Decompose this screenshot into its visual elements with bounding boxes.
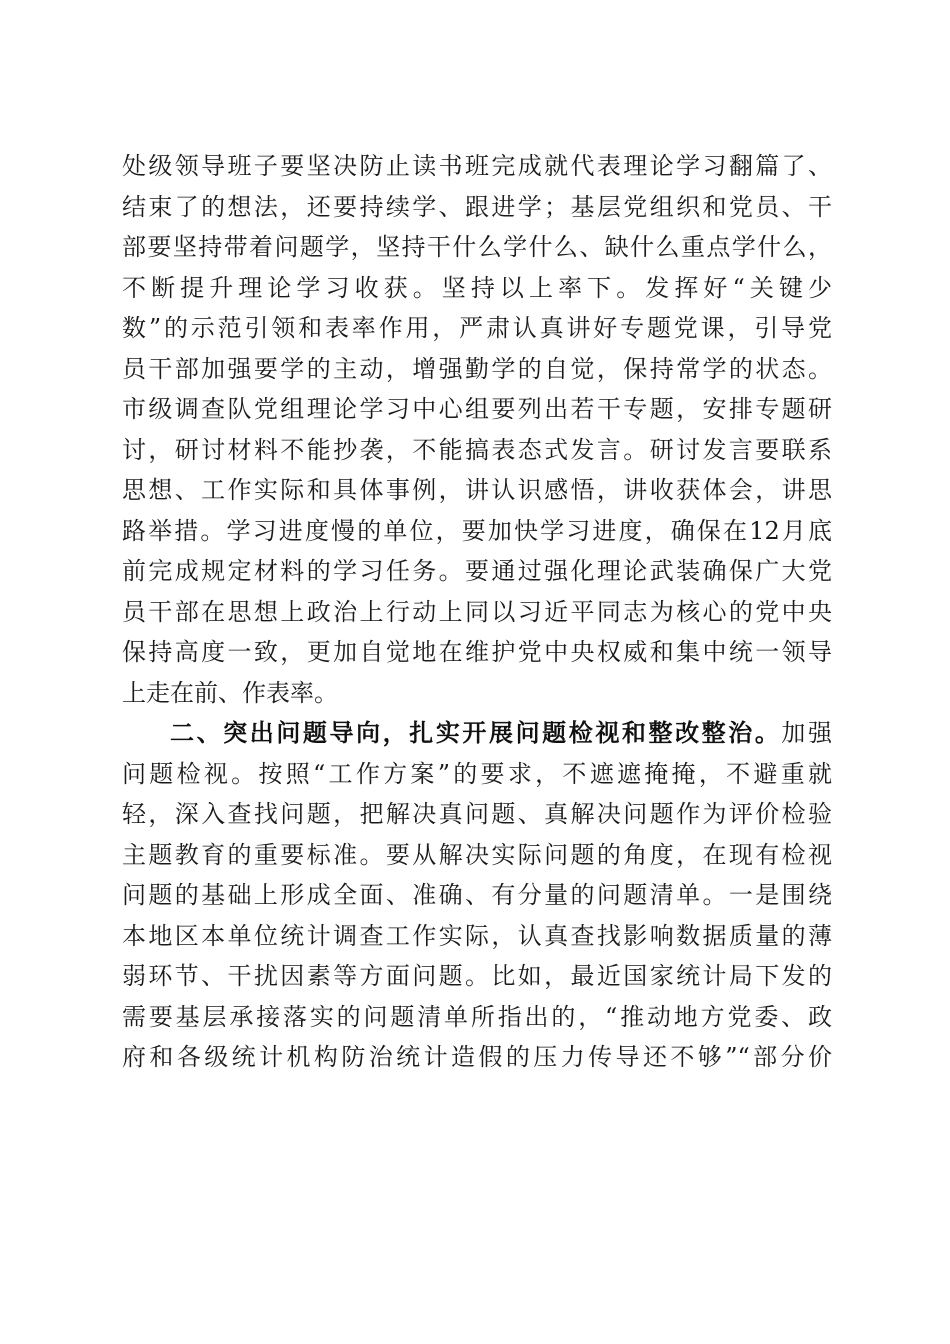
- text-line: 数”的示范引领和表率作用，严肃认真讲好专题党课，引导党: [122, 314, 832, 342]
- text-line: 弱环节、干扰因素等方面问题。比如，最近国家统计局下发的: [122, 962, 832, 990]
- text-line: 府和各级统计机构防治统计造假的压力传导还不够”“部分价: [122, 1043, 832, 1071]
- text-line-with-heading: [122, 713, 832, 754]
- text-line: 结束了的想法，还要持续学、跟进学；基层党组织和党员、干: [122, 192, 832, 221]
- text-line: 上走在前、作表率。: [122, 678, 338, 707]
- text-line: 保持高度一致，更加自觉地在维护党中央权威和集中统一领导: [122, 638, 832, 666]
- text-line: 主题教育的重要标准。要从解决实际问题的角度，在现有检视: [122, 840, 832, 869]
- text-line: 员干部在思想上政治上行动上同以习近平同志为核心的党中央: [122, 597, 832, 626]
- text-line: 需要基层承接落实的问题清单所指出的，“推动地方党委、政: [122, 1002, 832, 1031]
- heading-line-rest: 加强: [781, 719, 832, 747]
- text-line: 员干部加强要学的主动，增强勤学的自觉，保持常学的状态。: [122, 354, 832, 383]
- text-line: 问题检视。按照“工作方案”的要求，不遮遮掩掩，不避重就: [122, 759, 832, 788]
- text-line: 路举措。学习进度慢的单位，要加快学习进度，确保在12月底: [122, 516, 832, 545]
- text-line: 市级调查队党组理论学习中心组要列出若干专题，安排专题研: [122, 395, 832, 423]
- text-line: 部要坚持带着问题学，坚持干什么学什么、缺什么重点学什么，: [122, 233, 832, 261]
- text-line: 前完成规定材料的学习任务。要通过强化理论武装确保广大党: [122, 557, 832, 585]
- paragraph-1: [122, 146, 832, 713]
- text-line: 思想、工作实际和具体事例，讲认识感悟，讲收获体会，讲思: [122, 476, 832, 504]
- text-line: 不断提升理论学习收获。坚持以上率下。发挥好“关键少: [122, 273, 832, 302]
- paragraph-2: [122, 713, 832, 1078]
- text-line: 本地区本单位统计调查工作实际，认真查找影响数据质量的薄: [122, 921, 832, 950]
- section-heading: 二、突出问题导向，扎实开展问题检视和整改整治。: [170, 719, 782, 747]
- text-line: 问题的基础上形成全面、准确、有分量的问题清单。一是围绕: [122, 881, 832, 909]
- text-line: 轻，深入查找问题，把解决真问题、真解决问题作为评价检验: [122, 800, 832, 828]
- text-line: 讨，研讨材料不能抄袭，不能搞表态式发言。研讨发言要联系: [122, 435, 832, 464]
- body-text: [122, 146, 832, 1078]
- text-line: 处级领导班子要坚决防止读书班完成就代表理论学习翻篇了、: [122, 152, 832, 180]
